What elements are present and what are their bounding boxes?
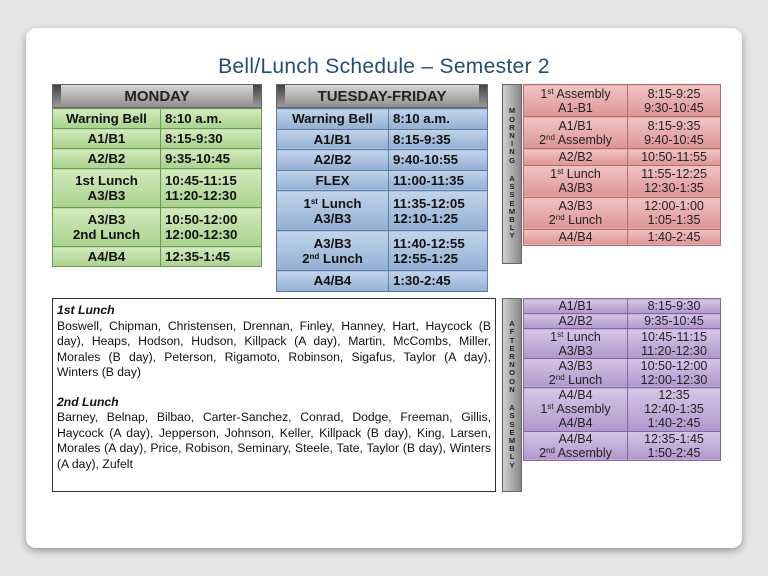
vertical-letter: O [509, 376, 515, 386]
schedule-label-line: Warning Bell [292, 111, 373, 127]
schedule-label-line: A4/B4 [558, 416, 593, 431]
schedule-label-cell [53, 208, 161, 247]
afternoon-assembly-rows [524, 299, 721, 461]
first-lunch-names: Boswell, Chipman, Christensen, Drennan, Finley, Hanney, Hart, Haycock (B day), Heaps, Hodson, Hudson, Killpack (A day), Martin, McCombs, Miller, Morales (B day), Peterson, Rigamoto, Robinson, Sigafus, Taylor (A day), Winters (B day) [57, 318, 491, 379]
schedule-label-line: 2nd Lunch [302, 250, 363, 266]
schedule-label-line: A4/B4 [313, 273, 352, 289]
schedule-time-cell [161, 109, 262, 129]
schedule-label-line: 1st Lunch [550, 167, 601, 181]
vertical-letter: A [509, 173, 515, 183]
schedule-label-line: 1st Lunch [75, 173, 138, 188]
vertical-letter: M [508, 206, 516, 216]
vertical-letter: S [509, 182, 515, 192]
schedule-label-line: A3/B3 [313, 235, 352, 251]
schedule-row [277, 170, 488, 191]
schedule-row [524, 117, 721, 149]
tuesday-friday-header [276, 84, 488, 108]
schedule-label-line: A1/B1 [558, 299, 593, 314]
schedule-time-line: 8:10 a.m. [165, 111, 222, 126]
schedule-row [524, 314, 721, 329]
schedule-time-line: 12:40-1:35 [644, 402, 704, 417]
schedule-time-line: 12:35-1:45 [644, 431, 704, 446]
schedule-label-cell [277, 271, 389, 292]
vertical-letter: Y [509, 460, 515, 470]
tuesday-friday-header-label: TUESDAY-FRIDAY [317, 87, 447, 105]
schedule-label-line: A3/B3 [313, 210, 352, 226]
schedule-time-line: 10:45-11:15 [641, 329, 707, 344]
vertical-letter: A [509, 319, 515, 329]
schedule-time-cell [389, 109, 488, 130]
schedule-time-cell [628, 358, 721, 387]
schedule-row [524, 149, 721, 166]
tuesday-friday-table [276, 108, 488, 292]
schedule-row [53, 208, 262, 247]
first-lunch-heading: 1st Lunch [57, 303, 115, 317]
lunch-assignment-box [52, 298, 496, 492]
morning-assembly-table [523, 84, 721, 246]
header-notch-right [479, 85, 487, 107]
schedule-row [524, 358, 721, 387]
schedule-time-line: 9:35-10:45 [165, 151, 231, 166]
schedule-time-cell [389, 150, 488, 171]
schedule-label-line: A4/B4 [87, 249, 126, 264]
schedule-time-line: 9:40-10:55 [393, 152, 459, 168]
schedule-time-line: 12:00-12:30 [165, 227, 238, 242]
monday-table [52, 108, 262, 267]
schedule-time-line: 12:55-1:25 [393, 250, 459, 266]
schedule-time-line: 8:15-9:25 [647, 86, 701, 101]
schedule-label-cell [277, 231, 389, 271]
schedule-time-line: 9:35-10:45 [644, 314, 704, 329]
vertical-letter: T [509, 335, 515, 345]
vertical-letter: O [509, 114, 515, 124]
schedule-time-line: 1:30-2:45 [393, 273, 451, 289]
schedule-time-line: 8:15-9:35 [393, 131, 451, 147]
schedule-time-line: 10:50-11:55 [641, 149, 707, 164]
schedule-label-cell [524, 358, 628, 387]
monday-rows [53, 109, 262, 267]
schedule-label-cell [524, 299, 628, 314]
vertical-letter: A [509, 403, 515, 413]
vertical-letter: O [509, 368, 515, 378]
page-title: Bell/Lunch Schedule – Semester 2 [218, 55, 550, 78]
schedule-time-cell [628, 388, 721, 432]
afternoon-assembly-table [523, 298, 721, 461]
schedule-time-cell [161, 129, 262, 149]
schedule-time-cell [389, 271, 488, 292]
schedule-label-line: 2nd Lunch [548, 213, 603, 227]
vertical-letter: E [509, 427, 515, 437]
afternoon-assembly-label [502, 298, 522, 492]
schedule-time-cell [389, 129, 488, 150]
schedule-row [277, 191, 488, 231]
schedule-label-line: A4/B4 [558, 431, 593, 446]
schedule-label-cell [524, 197, 628, 229]
vertical-letter: R [509, 122, 515, 132]
schedule-label-cell [53, 247, 161, 267]
schedule-row [277, 231, 488, 271]
schedule-time-line: 12:35-1:45 [165, 249, 231, 264]
schedule-row [524, 85, 721, 117]
schedule-label-line: A3/B3 [87, 188, 126, 203]
schedule-row [53, 109, 262, 129]
vertical-letter: M [508, 106, 516, 116]
schedule-row [277, 129, 488, 150]
schedule-label-cell [53, 169, 161, 208]
schedule-time-line: 9:30-10:45 [644, 100, 704, 115]
vertical-letter: B [509, 444, 515, 454]
schedule-time-cell [628, 165, 721, 197]
schedule-time-line: 11:40-12:55 [393, 235, 465, 251]
vertical-letter: Y [509, 231, 515, 241]
schedule-label-line: 2nd Lunch [548, 372, 603, 387]
schedule-time-cell [389, 170, 488, 191]
schedule-label-line: A1/B1 [87, 131, 126, 146]
schedule-label-line: A2/B2 [558, 314, 593, 329]
schedule-row [277, 109, 488, 130]
vertical-letter: L [509, 452, 515, 462]
schedule-time-cell [389, 231, 488, 271]
schedule-row [524, 388, 721, 432]
schedule-label-cell [524, 329, 628, 358]
vertical-letter: I [510, 139, 514, 149]
schedule-time-cell [161, 208, 262, 247]
schedule-time-line: 11:35-12:05 [393, 195, 465, 211]
schedule-time-line: 10:45-11:15 [165, 173, 237, 188]
vertical-letter: N [509, 384, 515, 394]
schedule-time-cell [628, 117, 721, 149]
schedule-label-line: A1/B1 [313, 131, 352, 147]
schedule-label-line: A3/B3 [558, 358, 593, 373]
schedule-time-line: 1:40-2:45 [647, 416, 701, 431]
schedule-time-cell [389, 191, 488, 231]
monday-header-label: MONDAY [124, 87, 190, 105]
schedule-time-cell [628, 314, 721, 329]
schedule-label-cell [53, 109, 161, 129]
schedule-row [53, 169, 262, 208]
schedule-label-line: A4/B4 [558, 388, 593, 403]
schedule-time-cell [628, 229, 721, 246]
schedule-label-line: 2nd Assembly [539, 132, 612, 147]
schedule-label-line: A2/B2 [558, 149, 593, 164]
vertical-letter: E [509, 343, 515, 353]
schedule-row [53, 247, 262, 267]
tuesday-friday-rows [277, 109, 488, 292]
schedule-label-line: A3/B3 [558, 199, 593, 213]
schedule-time-line: 12:30-1:35 [644, 181, 704, 195]
schedule-time-line: 11:20-12:30 [165, 188, 237, 203]
second-lunch-heading: 2nd Lunch [57, 394, 119, 409]
vertical-letter: B [509, 214, 515, 224]
schedule-label-line: 1st Assembly [540, 402, 611, 417]
schedule-label-line: FLEX [315, 172, 350, 188]
schedule-time-line: 12:10-1:25 [393, 210, 459, 226]
schedule-row [524, 431, 721, 460]
schedule-label-line: 2nd Assembly [539, 445, 612, 460]
schedule-row [277, 271, 488, 292]
schedule-label-line: 1st Lunch [303, 195, 362, 211]
schedule-row [53, 149, 262, 169]
morning-assembly-label [502, 84, 522, 264]
schedule-label-line: A3/B3 [87, 212, 126, 227]
vertical-letter: M [508, 435, 516, 445]
schedule-label-cell [53, 149, 161, 169]
schedule-label-line: A3/B3 [558, 343, 593, 358]
schedule-label-cell [524, 85, 628, 117]
header-notch-right [253, 85, 261, 107]
schedule-row [524, 329, 721, 358]
schedule-time-line: 12:00-12:30 [640, 372, 708, 387]
schedule-row [53, 129, 262, 149]
vertical-letter: L [509, 223, 515, 233]
schedule-label-cell [524, 165, 628, 197]
schedule-time-line: 10:50-12:00 [165, 212, 238, 227]
schedule-time-line: 10:50-12:00 [640, 358, 708, 373]
vertical-letter: S [509, 190, 515, 200]
monday-header [52, 84, 262, 108]
second-lunch-names: Barney, Belnap, Bilbao, Carter-Sanchez, Conrad, Dodge, Freeman, Gillis, Haycock (A day), Jepperson, Johnson, Keller, Killpack (B day), King, Larsen, Morales (A day), Price, Robison, Seminary, Steele, Tate, Taylor (B day), Winters (A day), Zufelt [57, 410, 491, 471]
schedule-label-cell [53, 129, 161, 149]
schedule-row [524, 197, 721, 229]
schedule-time-cell [628, 329, 721, 358]
schedule-label-cell [524, 117, 628, 149]
schedule-row [524, 299, 721, 314]
vertical-letter: N [509, 147, 515, 157]
vertical-letter: S [509, 411, 515, 421]
schedule-time-line: 11:20-12:30 [641, 343, 707, 358]
schedule-label-line: A1-B1 [558, 100, 593, 115]
schedule-label-cell [277, 150, 389, 171]
schedule-time-line: 1:05-1:35 [647, 213, 701, 227]
schedule-label-line: A2/B2 [313, 152, 352, 168]
schedule-time-line: 12:35 [658, 388, 690, 403]
schedule-time-cell [161, 149, 262, 169]
schedule-label-line: A2/B2 [87, 151, 126, 166]
header-notch-left [277, 85, 285, 107]
schedule-time-line: 12:00-1:00 [644, 199, 704, 213]
schedule-time-cell [628, 149, 721, 166]
schedule-label-line: 2nd Lunch [72, 227, 141, 242]
vertical-letter: R [509, 352, 515, 362]
schedule-label-line: Warning Bell [66, 111, 147, 126]
schedule-label-cell [524, 314, 628, 329]
vertical-letter: F [509, 327, 515, 337]
schedule-time-line: 1:50-2:45 [647, 445, 701, 460]
schedule-time-cell [161, 247, 262, 267]
schedule-time-cell [628, 431, 721, 460]
schedule-label-cell [277, 191, 389, 231]
schedule-time-line: 8:15-9:30 [647, 299, 701, 314]
vertical-letter: N [509, 360, 515, 370]
schedule-label-cell [524, 149, 628, 166]
schedule-label-cell [524, 431, 628, 460]
schedule-time-line: 8:15-9:30 [165, 131, 223, 146]
schedule-time-line: 8:15-9:35 [647, 118, 701, 133]
vertical-letter: E [509, 198, 515, 208]
schedule-time-cell [628, 197, 721, 229]
schedule-label-line: A3/B3 [558, 181, 593, 195]
schedule-label-cell [277, 170, 389, 191]
schedule-label-cell [277, 129, 389, 150]
schedule-time-line: 11:55-12:25 [641, 167, 707, 181]
vertical-letter: N [509, 131, 515, 141]
schedule-row [524, 165, 721, 197]
schedule-label-line: A4/B4 [558, 230, 593, 245]
schedule-label-cell [277, 109, 389, 130]
schedule-time-cell [161, 169, 262, 208]
schedule-label-line: 1st Lunch [550, 329, 601, 344]
header-notch-left [53, 85, 61, 107]
morning-assembly-rows [524, 85, 721, 246]
schedule-label-line: A1/B1 [558, 118, 593, 133]
schedule-time-line: 1:40-2:45 [647, 230, 701, 245]
vertical-letter: S [509, 419, 515, 429]
spacer [57, 381, 491, 395]
schedule-row [524, 229, 721, 246]
schedule-time-cell [628, 85, 721, 117]
schedule-time-line: 9:40-10:45 [644, 132, 704, 147]
schedule-label-cell [524, 388, 628, 432]
schedule-time-line: 8:10 a.m. [393, 111, 450, 127]
schedule-time-line: 11:00-11:35 [393, 172, 464, 188]
schedule-time-cell [628, 299, 721, 314]
schedule-label-cell [524, 229, 628, 246]
schedule-row [277, 150, 488, 171]
vertical-letter: G [509, 155, 515, 165]
schedule-label-line: 1st Assembly [540, 86, 611, 101]
